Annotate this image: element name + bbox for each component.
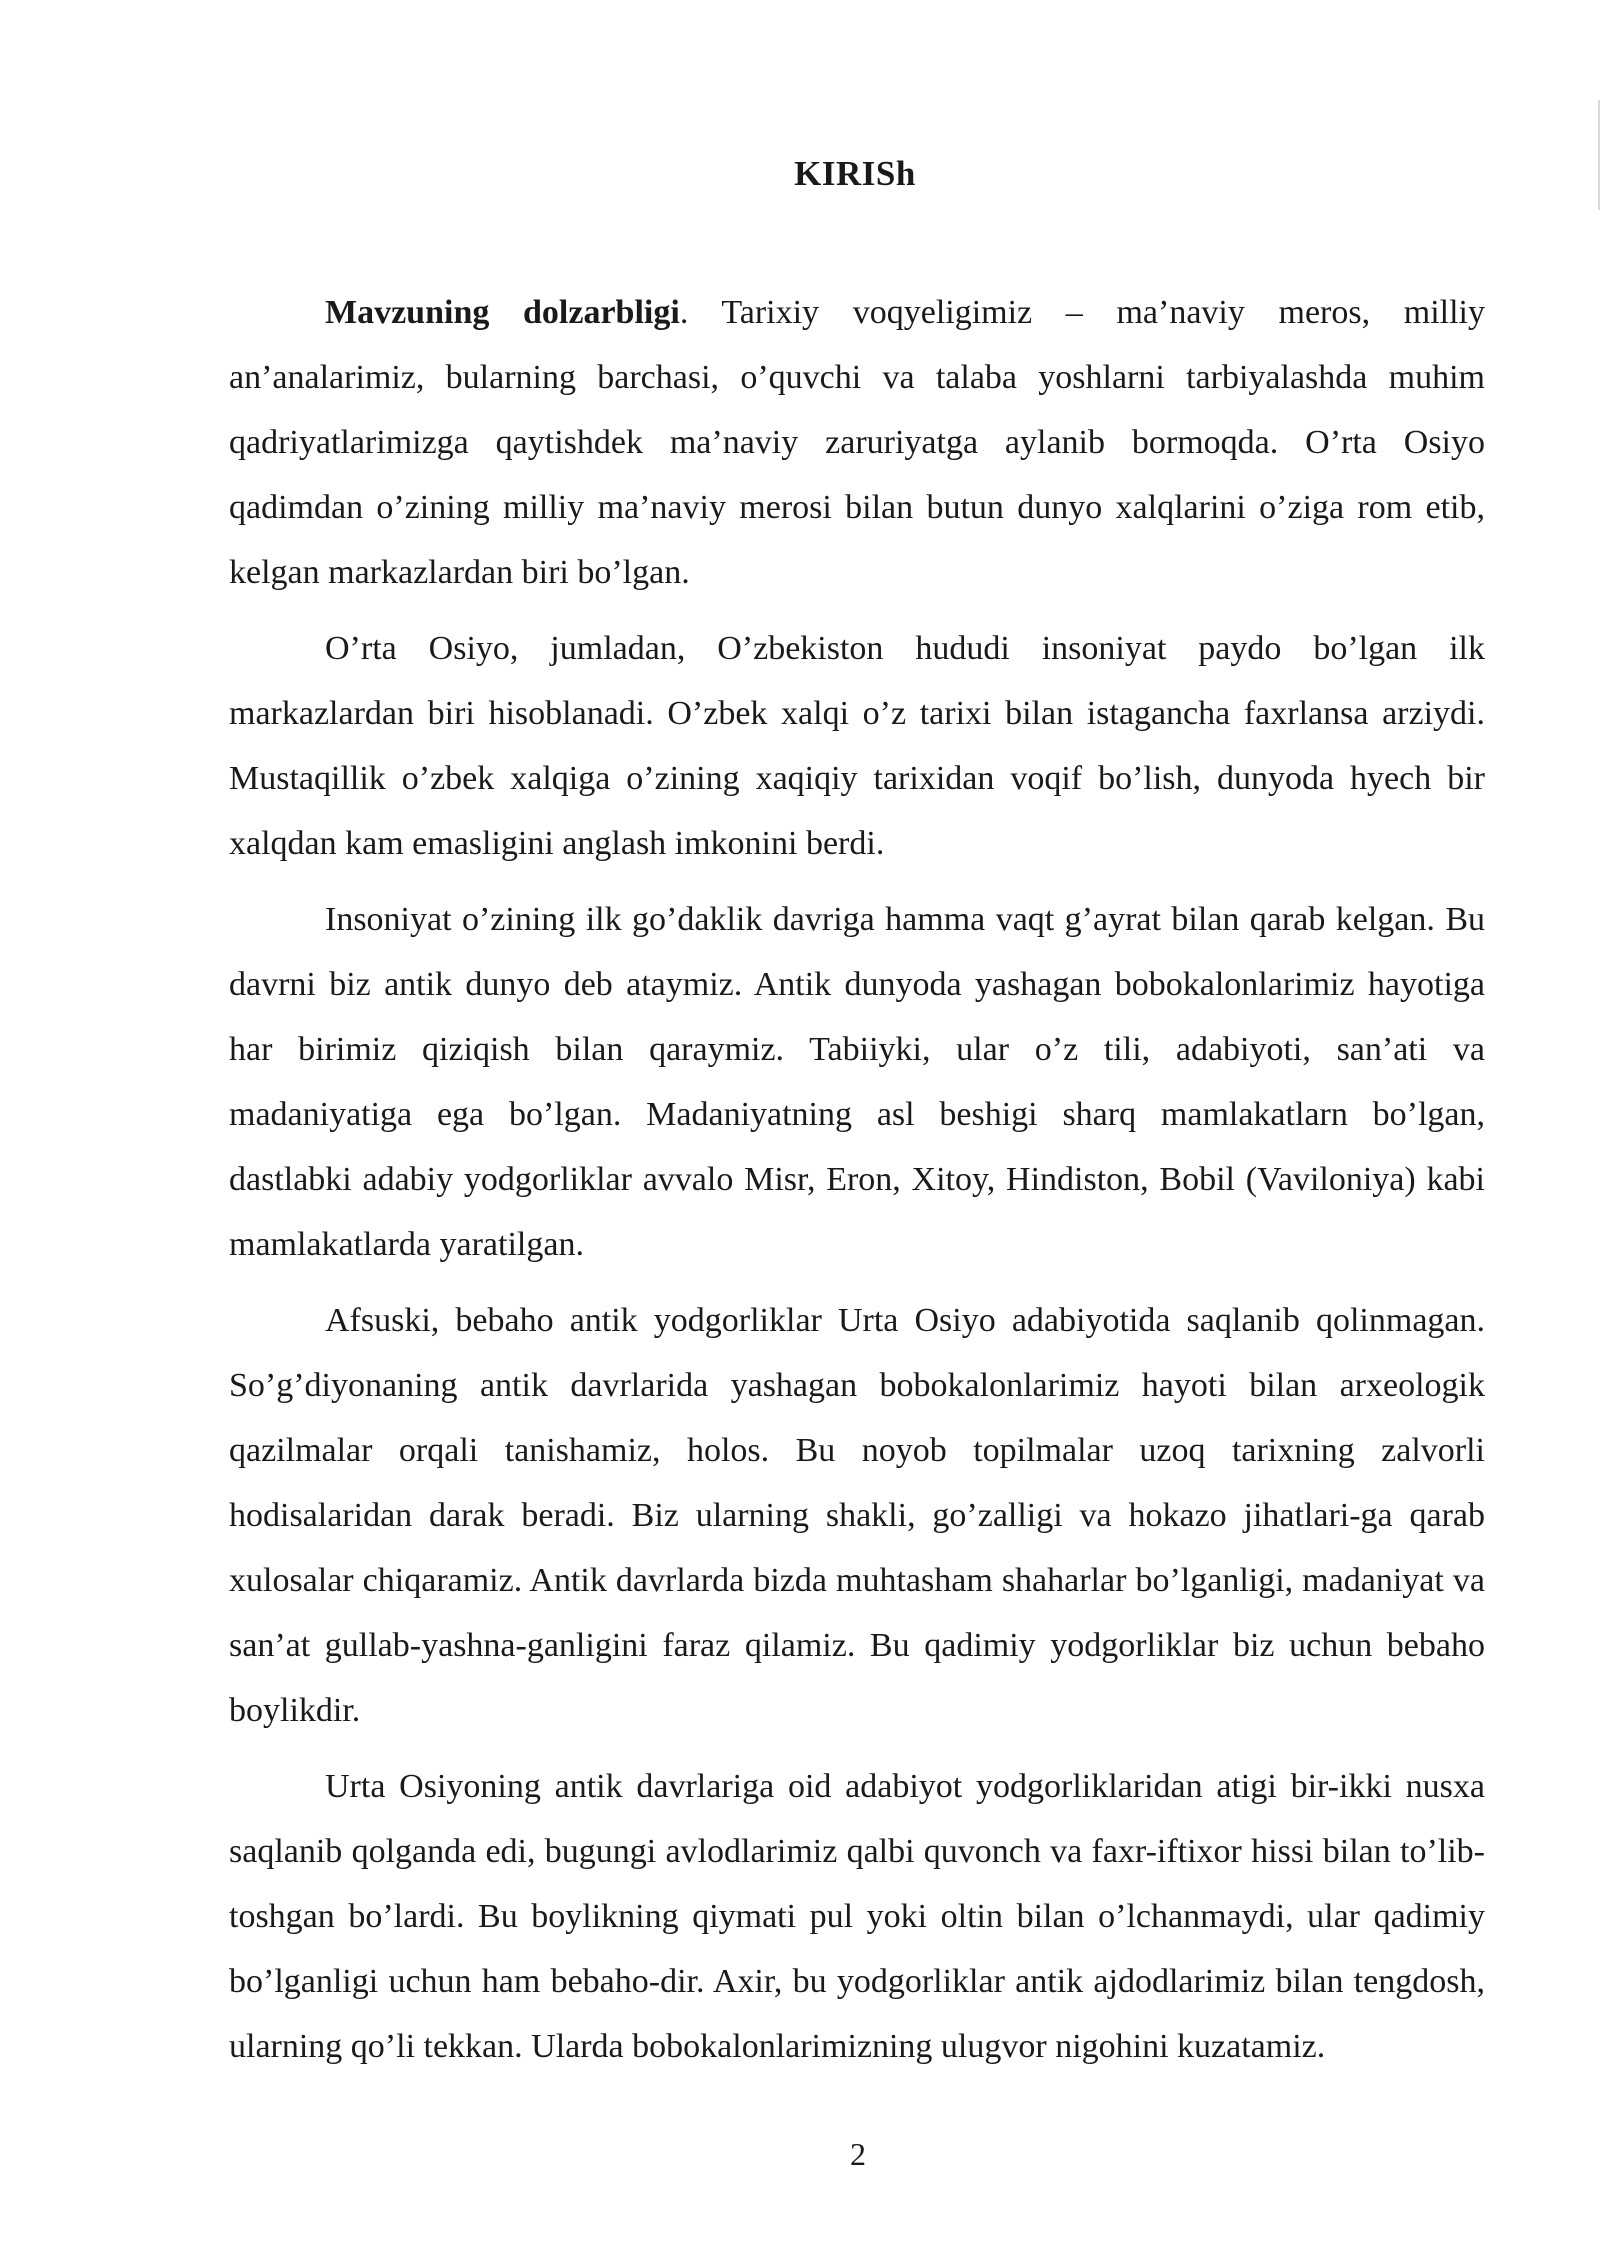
document-body [229, 280, 1485, 2090]
paragraph-5 [229, 1754, 1485, 2079]
page-title: KIRISh [794, 154, 916, 193]
paragraph-4 [229, 1288, 1485, 1743]
page-number: 2 [850, 2136, 866, 2172]
paragraph-lead: Mavzuning dolzarbligi [325, 294, 680, 331]
paragraph-text: Insoniyat o’zining ilk go’daklik davriga hamma vaqt g’ayrat bilan qarab kelgan. Bu davrni biz antik dunyo deb ataymiz. Antik dunyoda yashagan bobokalonlarimiz hayotiga har birimiz qiziqish bilan qaraymiz. Tabiiyki, ular o’z tili, adabiyoti, san’ati va madaniyatiga ega bo’lgan. Madaniyatning asl beshigi sharq mamlakatlarn bo’lgan, dastlabki adabiy yodgorliklar avvalo Misr, Eron, Xitoy, Hindiston, Bobil (Vaviloniya) kabi mamlakatlarda yaratilgan. [229, 901, 1485, 1263]
paragraph-2 [229, 616, 1485, 876]
paragraph-text: Urta Osiyoning antik davrlariga oid adabiyot yodgorliklaridan atigi bir-ikki nusxa saqlanib qolganda edi, bugungi avlodlarimiz qalbi quvonch va faxr-iftixor hissi bilan to’lib-toshgan bo’lardi. Bu boylikning qiymati pul yoki oltin bilan o’lchanmaydi, ular qadimiy bo’lganligi uchun ham bebaho-dir. Axir, bu yodgorliklar antik ajdodlarimiz bilan tengdosh, ularning qo’li tekkan. Ularda bobokalonlarimizning ulugvor nigohini kuzatamiz. [229, 1768, 1485, 2065]
paragraph-1 [229, 280, 1485, 605]
paragraph-text: O’rta Osiyo, jumladan, O’zbekiston hududi insoniyat paydo bo’lgan ilk markazlardan biri hisoblanadi. O’zbek xalqi o’z tarixi bilan istagancha faxrlansa arziydi. Mustaqillik o’zbek xalqiga o’zining xaqiqiy tarixidan voqif bo’lish, dunyoda hyech bir xalqdan kam emasligini anglash imkonini berdi. [229, 630, 1485, 862]
paragraph-text: . Tarixiy voqyeligimiz – ma’naviy meros, milliy an’analarimiz, bularning barchasi, o’quvchi va talaba yoshlarni tarbiyalashda muhim qadriyatlarimizga qaytishdek ma’naviy zaruriyatga aylanib bormoqda. O’rta Osiyo qadimdan o’zining milliy ma’naviy merosi bilan butun dunyo xalqlarini o’ziga rom etib, kelgan markazlardan biri bo’lgan. [229, 294, 1486, 591]
paragraph-text: Afsuski, bebaho antik yodgorliklar Urta Osiyo adabiyotida saqlanib qolinmagan. So’g’diyonaning antik davrlarida yashagan bobokalonlarimiz hayoti bilan arxeologik qazilmalar orqali tanishamiz, holos. Bu noyob topilmalar uzoq tarixning zalvorli hodisalaridan darak beradi. Biz ularning shakli, go’zalligi va hokazo jihatlari-ga qarab xulosalar chiqaramiz. Antik davrlarda bizda muhtasham shaharlar bo’lganligi, madaniyat va san’at gullab-yashna-ganligini faraz qilamiz. Bu qadimiy yodgorliklar biz uchun bebaho boylikdir. [229, 1302, 1485, 1729]
paragraph-3 [229, 887, 1485, 1277]
